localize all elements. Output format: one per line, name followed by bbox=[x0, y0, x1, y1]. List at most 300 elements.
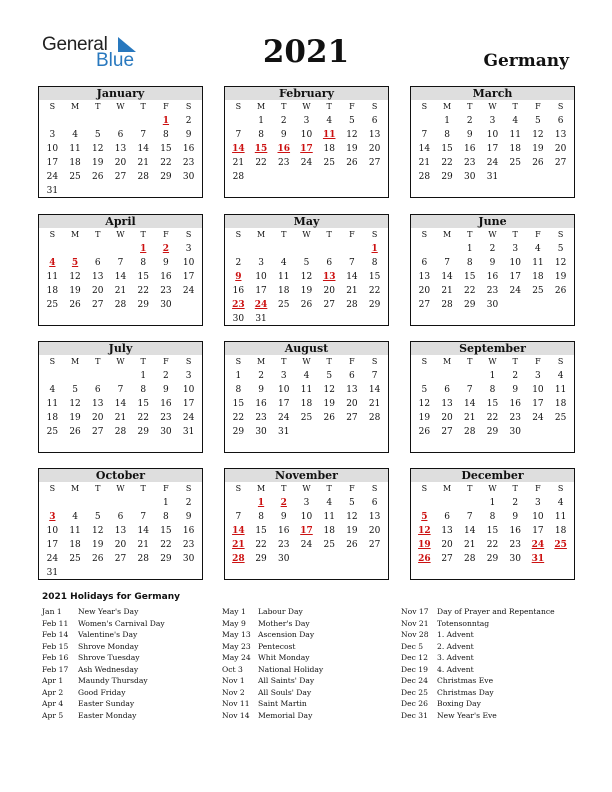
day-cell: 1 bbox=[163, 498, 169, 508]
day-cell: 17 bbox=[255, 286, 267, 296]
weekday-label: T bbox=[326, 230, 332, 239]
day-cell: 14 bbox=[346, 272, 358, 282]
weekday-label: S bbox=[235, 230, 242, 239]
holiday-date: Nov 11 bbox=[222, 699, 250, 708]
day-cell: 29 bbox=[255, 554, 267, 564]
day-cell-holiday: 1 bbox=[371, 244, 378, 254]
day-cell: 13 bbox=[441, 526, 453, 536]
weekday-header bbox=[225, 482, 388, 496]
weekday-label: T bbox=[467, 357, 473, 366]
day-cell: 28 bbox=[418, 172, 431, 182]
day-cell: 22 bbox=[137, 286, 149, 296]
weekday-label: F bbox=[163, 102, 169, 111]
holiday-date: Jan 1 bbox=[42, 607, 62, 616]
day-blank bbox=[295, 242, 318, 256]
day-cell: 7 bbox=[349, 258, 355, 268]
day-cell-holiday: 1 bbox=[162, 116, 170, 126]
day-blank bbox=[64, 114, 87, 128]
weekday-label: F bbox=[349, 357, 355, 366]
day-blank bbox=[436, 242, 459, 256]
weekday-header bbox=[39, 100, 202, 114]
day-cell: 22 bbox=[232, 413, 245, 423]
weekday-label: T bbox=[140, 484, 146, 493]
weekday-label: S bbox=[371, 357, 378, 366]
day-cell: 10 bbox=[509, 258, 521, 268]
day-cell-holiday: 26 bbox=[418, 554, 431, 564]
holiday-name: 2. Advent bbox=[437, 641, 474, 651]
day-cell: 5 bbox=[421, 385, 428, 395]
day-cell: 18 bbox=[323, 144, 335, 154]
month-title: August bbox=[225, 342, 388, 355]
weekday-label: T bbox=[95, 484, 101, 493]
month-title: November bbox=[225, 469, 388, 482]
day-cell: 10 bbox=[46, 526, 59, 536]
day-cell: 18 bbox=[46, 286, 59, 296]
weekday-label: F bbox=[349, 484, 355, 493]
day-blank bbox=[86, 242, 109, 256]
day-cell: 18 bbox=[323, 526, 335, 536]
day-cell: 2 bbox=[235, 258, 242, 268]
day-cell: 22 bbox=[441, 158, 453, 168]
day-cell: 6 bbox=[94, 385, 101, 395]
day-cell: 26 bbox=[418, 427, 431, 437]
day-cell: 15 bbox=[160, 144, 172, 154]
holiday-date: May 23 bbox=[222, 641, 251, 651]
day-blank bbox=[109, 114, 132, 128]
day-cell: 18 bbox=[554, 399, 567, 409]
weekday-label: M bbox=[70, 230, 80, 239]
day-cell: 12 bbox=[92, 526, 104, 536]
month-june bbox=[410, 214, 575, 326]
day-blank bbox=[436, 496, 459, 510]
day-cell: 28 bbox=[464, 554, 476, 564]
day-cell: 30 bbox=[160, 427, 172, 437]
month-title: April bbox=[39, 215, 202, 228]
day-cell: 7 bbox=[466, 512, 473, 522]
day-cell: 19 bbox=[346, 144, 358, 154]
day-blank bbox=[86, 496, 109, 510]
day-cell: 14 bbox=[464, 526, 476, 536]
day-blank bbox=[64, 242, 87, 256]
day-cell: 1 bbox=[489, 498, 496, 508]
holiday-row bbox=[401, 652, 591, 664]
day-cell: 26 bbox=[69, 427, 81, 437]
calendar-country: Germany bbox=[483, 51, 569, 71]
day-cell: 14 bbox=[441, 272, 453, 282]
day-cell: 30 bbox=[160, 300, 172, 310]
day-cell: 28 bbox=[137, 554, 149, 564]
holiday-name: 3. Advent bbox=[437, 653, 474, 662]
holiday-row bbox=[222, 618, 412, 630]
day-cell: 20 bbox=[92, 286, 104, 296]
day-cell-holiday: 5 bbox=[421, 512, 428, 522]
day-cell: 20 bbox=[346, 399, 358, 409]
holidays-title: 2021 Holidays for Germany bbox=[42, 592, 180, 602]
weekday-label: M bbox=[442, 230, 452, 239]
weekday-label: S bbox=[49, 357, 56, 366]
holiday-name: Good Friday bbox=[78, 687, 126, 697]
holiday-row bbox=[42, 698, 232, 710]
day-cell: 3 bbox=[303, 498, 310, 508]
day-cell: 30 bbox=[182, 172, 195, 182]
day-cell: 15 bbox=[160, 526, 172, 536]
weekday-label: T bbox=[281, 357, 287, 366]
holiday-date: Nov 28 bbox=[401, 630, 429, 639]
day-cell: 16 bbox=[278, 526, 290, 536]
holiday-date: May 1 bbox=[222, 607, 246, 616]
day-cell: 3 bbox=[185, 371, 192, 381]
holiday-row bbox=[401, 687, 591, 699]
day-cell: 22 bbox=[255, 540, 267, 550]
day-cell: 8 bbox=[235, 385, 242, 395]
day-blank bbox=[413, 496, 436, 510]
day-cell: 21 bbox=[232, 158, 245, 168]
weekday-label: M bbox=[256, 102, 266, 111]
weekday-label: S bbox=[185, 102, 192, 111]
day-cell: 7 bbox=[117, 258, 124, 268]
day-cell: 21 bbox=[346, 286, 358, 296]
day-cell: 17 bbox=[509, 272, 521, 282]
weekday-label: W bbox=[116, 357, 125, 366]
day-cell: 10 bbox=[182, 258, 195, 268]
weekday-label: T bbox=[326, 102, 332, 111]
holiday-row bbox=[401, 710, 591, 722]
day-cell: 29 bbox=[137, 300, 149, 310]
day-cell: 6 bbox=[326, 258, 333, 268]
weekday-label: F bbox=[349, 230, 355, 239]
day-cell: 7 bbox=[421, 130, 428, 140]
weekday-label: S bbox=[185, 357, 192, 366]
holiday-date: Feb 17 bbox=[42, 664, 69, 674]
day-cell: 27 bbox=[92, 300, 104, 310]
day-cell: 30 bbox=[464, 172, 476, 182]
day-cell: 12 bbox=[418, 399, 431, 409]
holiday-name: Boxing Day bbox=[437, 699, 481, 708]
holiday-name: Women's Carnival Day bbox=[78, 618, 165, 628]
day-cell-holiday: 21 bbox=[232, 540, 245, 550]
day-cell: 25 bbox=[300, 413, 313, 423]
day-cell: 18 bbox=[532, 272, 544, 282]
day-cell: 24 bbox=[46, 172, 59, 182]
weekday-label: S bbox=[421, 484, 428, 493]
day-cell: 29 bbox=[160, 172, 172, 182]
weekday-label: M bbox=[256, 230, 266, 239]
day-cell: 16 bbox=[509, 399, 521, 409]
month-december bbox=[410, 468, 575, 580]
weekday-label: T bbox=[140, 102, 146, 111]
weekday-label: T bbox=[281, 102, 287, 111]
day-cell: 23 bbox=[486, 286, 499, 296]
holiday-name: Totensonntag bbox=[437, 618, 490, 628]
day-cell: 19 bbox=[300, 286, 313, 296]
holiday-row bbox=[222, 641, 412, 653]
day-cell: 4 bbox=[326, 498, 333, 508]
day-cell: 27 bbox=[346, 413, 358, 423]
weekday-label: F bbox=[535, 102, 541, 111]
day-cell: 15 bbox=[137, 399, 149, 409]
day-blank bbox=[413, 242, 436, 256]
weekday-label: T bbox=[512, 484, 518, 493]
day-cell: 17 bbox=[532, 526, 544, 536]
day-cell: 20 bbox=[92, 413, 104, 423]
day-cell: 15 bbox=[464, 272, 476, 282]
day-cell-holiday: 28 bbox=[232, 554, 245, 564]
day-cell: 26 bbox=[346, 158, 358, 168]
day-grid bbox=[39, 114, 202, 198]
day-cell: 6 bbox=[444, 385, 450, 395]
day-cell-holiday: 11 bbox=[322, 130, 336, 140]
day-cell: 30 bbox=[232, 314, 245, 324]
holiday-row bbox=[42, 618, 232, 630]
holiday-row bbox=[222, 606, 412, 618]
day-cell: 25 bbox=[532, 286, 544, 296]
day-cell-holiday: 2 bbox=[162, 244, 170, 254]
day-cell: 3 bbox=[49, 130, 56, 140]
day-cell: 30 bbox=[509, 554, 521, 564]
day-cell: 5 bbox=[303, 258, 310, 268]
day-cell: 25 bbox=[323, 540, 335, 550]
day-blank bbox=[109, 369, 132, 383]
holiday-date: Nov 1 bbox=[222, 676, 245, 685]
day-blank bbox=[458, 496, 481, 510]
day-blank bbox=[132, 114, 155, 128]
holiday-row bbox=[401, 606, 591, 618]
day-cell: 28 bbox=[232, 172, 245, 182]
holiday-date: Nov 14 bbox=[222, 710, 250, 720]
weekday-header bbox=[411, 482, 574, 496]
weekday-label: T bbox=[512, 102, 518, 111]
holiday-name: Christmas Day bbox=[437, 687, 494, 697]
day-cell: 6 bbox=[557, 116, 564, 126]
day-cell: 10 bbox=[278, 385, 290, 395]
day-blank bbox=[227, 114, 250, 128]
weekday-label: S bbox=[49, 102, 56, 111]
day-cell: 12 bbox=[346, 130, 358, 140]
day-cell: 31 bbox=[255, 314, 267, 324]
day-grid bbox=[39, 242, 202, 312]
day-cell: 19 bbox=[532, 144, 544, 154]
weekday-label: W bbox=[302, 230, 311, 239]
weekday-header bbox=[225, 355, 388, 369]
day-cell: 15 bbox=[255, 526, 267, 536]
weekday-header bbox=[225, 100, 388, 114]
month-september bbox=[410, 341, 575, 453]
day-cell-holiday: 23 bbox=[232, 300, 245, 310]
month-august bbox=[224, 341, 389, 453]
day-cell: 30 bbox=[255, 427, 267, 437]
day-cell: 31 bbox=[278, 427, 290, 437]
holiday-name: Valentine's Day bbox=[78, 630, 138, 639]
day-cell: 15 bbox=[137, 272, 149, 282]
weekday-label: S bbox=[235, 102, 242, 111]
day-cell: 26 bbox=[300, 300, 313, 310]
day-cell: 23 bbox=[160, 413, 172, 423]
day-cell: 5 bbox=[557, 244, 564, 254]
day-cell: 30 bbox=[278, 554, 290, 564]
day-cell: 1 bbox=[258, 116, 264, 126]
day-cell: 27 bbox=[92, 427, 104, 437]
day-cell: 10 bbox=[46, 144, 59, 154]
month-title: September bbox=[411, 342, 574, 355]
day-grid bbox=[411, 242, 574, 312]
day-cell: 4 bbox=[72, 130, 78, 140]
month-may bbox=[224, 214, 389, 326]
day-cell: 11 bbox=[46, 399, 59, 409]
day-cell: 29 bbox=[137, 427, 149, 437]
day-blank bbox=[458, 369, 481, 383]
day-blank bbox=[41, 242, 64, 256]
weekday-label: T bbox=[326, 357, 332, 366]
day-blank bbox=[109, 242, 132, 256]
day-cell: 8 bbox=[444, 130, 450, 140]
weekday-label: M bbox=[256, 484, 266, 493]
month-february bbox=[224, 86, 389, 198]
day-cell: 3 bbox=[258, 258, 264, 268]
day-cell: 2 bbox=[185, 116, 192, 126]
day-cell: 27 bbox=[554, 158, 567, 168]
day-cell: 4 bbox=[72, 512, 78, 522]
weekday-label: T bbox=[140, 230, 146, 239]
day-cell: 26 bbox=[92, 554, 104, 564]
holiday-row bbox=[222, 710, 412, 722]
holidays-column-1 bbox=[42, 606, 232, 721]
holiday-row bbox=[42, 664, 232, 676]
day-cell: 18 bbox=[69, 158, 81, 168]
day-cell: 3 bbox=[280, 371, 287, 381]
holiday-name: Ascension Day bbox=[258, 630, 315, 639]
day-cell: 31 bbox=[46, 186, 59, 196]
day-cell: 21 bbox=[114, 413, 127, 423]
day-cell-holiday: 2 bbox=[280, 498, 287, 508]
day-cell: 7 bbox=[466, 385, 473, 395]
day-cell: 9 bbox=[466, 130, 473, 140]
day-cell: 21 bbox=[114, 286, 127, 296]
day-cell: 14 bbox=[464, 399, 476, 409]
day-cell: 16 bbox=[464, 144, 476, 154]
day-cell: 24 bbox=[509, 286, 521, 296]
holiday-row bbox=[222, 675, 412, 687]
day-cell: 24 bbox=[46, 554, 59, 564]
day-cell: 16 bbox=[160, 399, 172, 409]
day-cell: 18 bbox=[69, 540, 81, 550]
day-cell-holiday: 17 bbox=[300, 144, 313, 154]
weekday-label: S bbox=[49, 484, 56, 493]
holiday-name: Shrove Monday bbox=[78, 641, 139, 651]
day-cell-holiday: 14 bbox=[232, 144, 245, 154]
month-title: February bbox=[225, 87, 388, 100]
day-cell: 11 bbox=[509, 130, 521, 140]
day-cell: 14 bbox=[114, 272, 127, 282]
day-cell: 20 bbox=[554, 144, 567, 154]
holiday-date: Nov 17 bbox=[401, 607, 429, 616]
holiday-row bbox=[401, 629, 591, 641]
day-cell: 27 bbox=[441, 554, 453, 564]
day-cell: 20 bbox=[114, 540, 127, 550]
day-cell: 14 bbox=[137, 526, 149, 536]
logo-text-general: General bbox=[42, 34, 108, 55]
day-cell: 8 bbox=[466, 258, 473, 268]
weekday-label: W bbox=[116, 484, 125, 493]
day-cell: 25 bbox=[69, 172, 81, 182]
weekday-header bbox=[411, 355, 574, 369]
day-cell: 15 bbox=[232, 399, 245, 409]
day-cell: 24 bbox=[532, 413, 544, 423]
day-cell: 8 bbox=[489, 512, 496, 522]
day-blank bbox=[64, 496, 87, 510]
day-grid bbox=[225, 369, 388, 439]
holiday-name: New Year's Day bbox=[78, 607, 139, 616]
weekday-label: T bbox=[281, 230, 287, 239]
day-cell: 25 bbox=[278, 300, 290, 310]
day-cell: 22 bbox=[464, 286, 476, 296]
holiday-date: May 24 bbox=[222, 653, 251, 662]
holiday-name: Easter Monday bbox=[78, 710, 137, 720]
day-cell: 21 bbox=[441, 286, 453, 296]
day-cell: 13 bbox=[554, 130, 567, 140]
holiday-row bbox=[42, 641, 232, 653]
day-cell: 9 bbox=[163, 385, 169, 395]
holiday-row bbox=[401, 698, 591, 710]
day-cell: 10 bbox=[486, 130, 499, 140]
day-cell: 22 bbox=[160, 158, 172, 168]
weekday-header bbox=[39, 355, 202, 369]
weekday-label: S bbox=[185, 230, 192, 239]
day-cell: 23 bbox=[182, 540, 195, 550]
day-cell: 1 bbox=[489, 371, 496, 381]
day-cell: 24 bbox=[486, 158, 499, 168]
day-cell: 14 bbox=[418, 144, 431, 154]
holiday-row bbox=[401, 618, 591, 630]
weekday-label: W bbox=[488, 357, 497, 366]
weekday-label: T bbox=[512, 230, 518, 239]
day-cell: 29 bbox=[486, 554, 499, 564]
day-cell: 12 bbox=[69, 272, 81, 282]
day-cell: 6 bbox=[117, 130, 124, 140]
day-cell: 7 bbox=[371, 371, 378, 381]
day-cell: 4 bbox=[535, 244, 541, 254]
day-cell: 1 bbox=[444, 116, 450, 126]
day-cell: 14 bbox=[368, 385, 381, 395]
day-cell: 27 bbox=[323, 300, 335, 310]
day-cell-holiday: 31 bbox=[531, 554, 545, 564]
day-cell: 10 bbox=[182, 385, 195, 395]
day-cell: 16 bbox=[509, 526, 521, 536]
day-cell-holiday: 4 bbox=[49, 258, 56, 268]
day-cell: 11 bbox=[46, 272, 59, 282]
weekday-label: W bbox=[302, 102, 311, 111]
holiday-row bbox=[222, 652, 412, 664]
day-cell: 9 bbox=[280, 512, 287, 522]
day-cell-holiday: 9 bbox=[235, 272, 242, 282]
day-cell: 19 bbox=[323, 399, 335, 409]
month-title: January bbox=[39, 87, 202, 100]
weekday-label: F bbox=[349, 102, 355, 111]
day-cell: 12 bbox=[346, 512, 358, 522]
day-cell: 22 bbox=[486, 540, 499, 550]
day-cell: 13 bbox=[441, 399, 453, 409]
weekday-label: M bbox=[70, 484, 80, 493]
day-cell: 2 bbox=[185, 498, 192, 508]
day-blank bbox=[227, 242, 250, 256]
weekday-label: T bbox=[95, 102, 101, 111]
day-cell: 27 bbox=[114, 554, 127, 564]
weekday-label: T bbox=[467, 484, 473, 493]
day-cell-holiday: 13 bbox=[322, 272, 336, 282]
day-cell: 21 bbox=[137, 540, 149, 550]
day-cell: 15 bbox=[486, 399, 499, 409]
day-cell: 18 bbox=[46, 413, 59, 423]
day-cell: 19 bbox=[554, 272, 567, 282]
